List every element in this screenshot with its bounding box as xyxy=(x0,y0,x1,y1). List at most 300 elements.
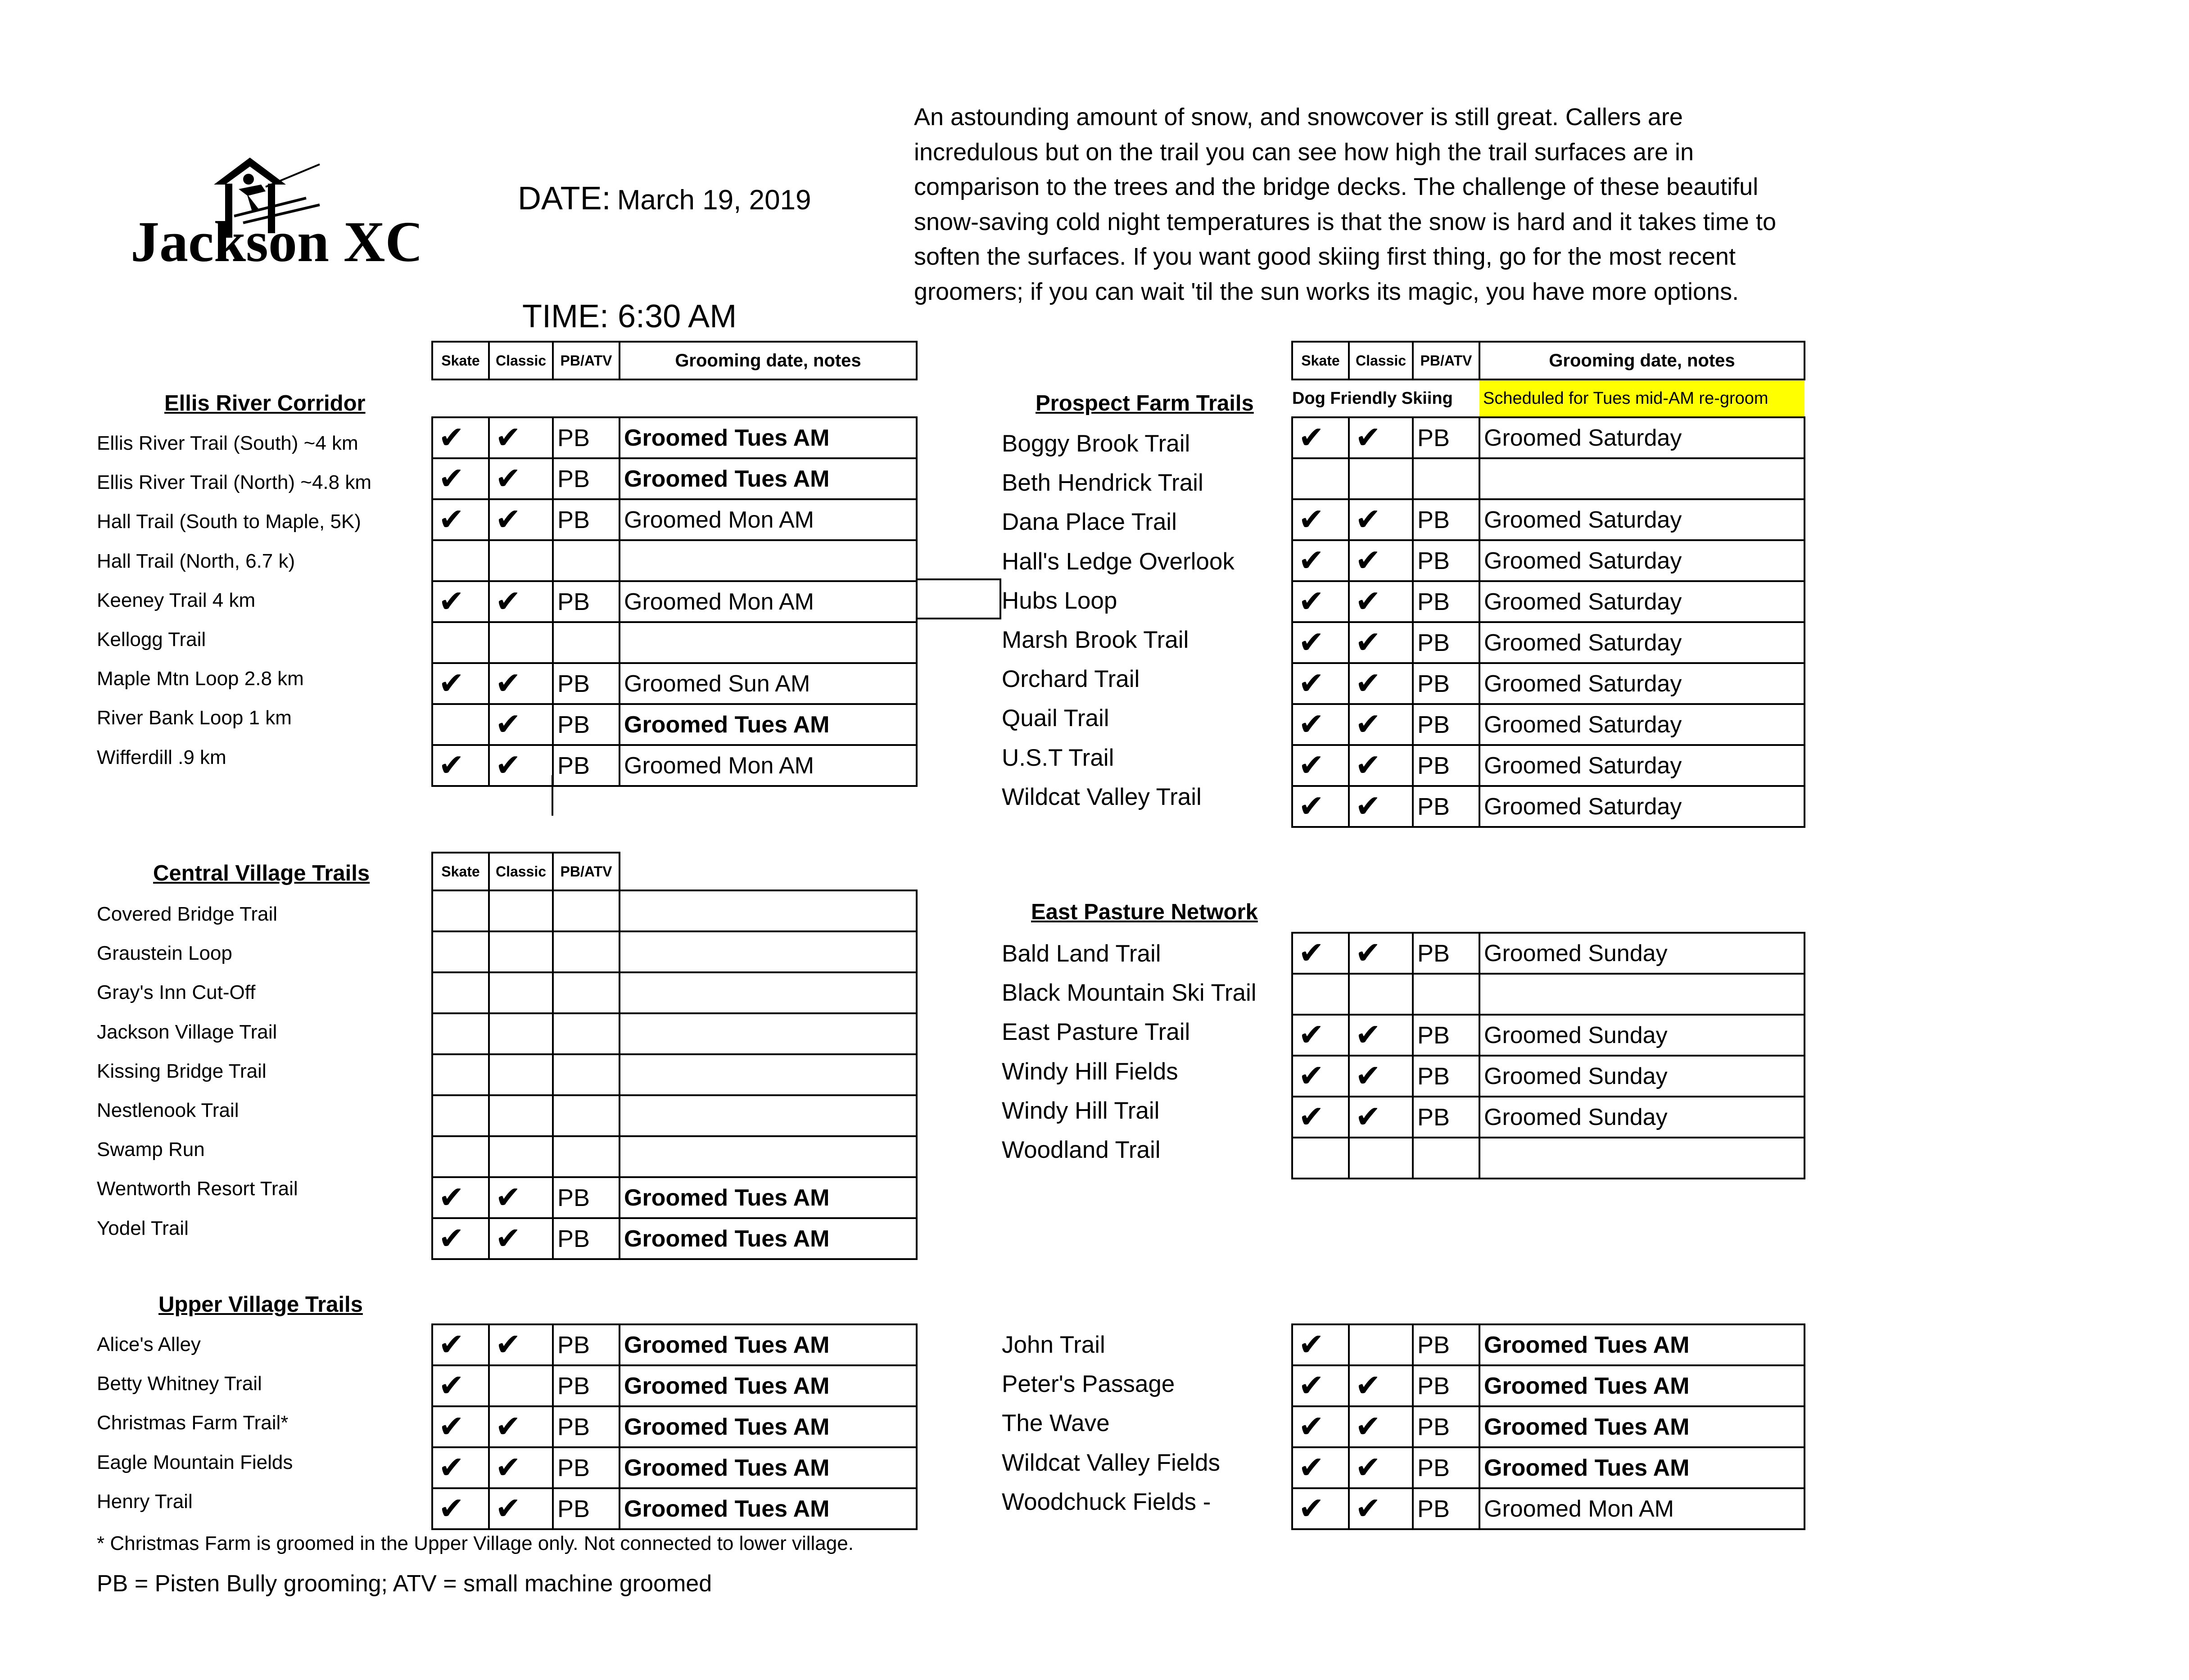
method-cell xyxy=(553,1013,620,1054)
classic-cell xyxy=(489,1054,553,1095)
prospect-section-title: Prospect Farm Trails xyxy=(1036,391,1254,415)
ellis-spacer-row xyxy=(432,379,917,417)
grooming-note-cell xyxy=(620,931,917,972)
method-cell: PB xyxy=(553,704,620,745)
logo-wordmark: Jackson XC xyxy=(131,210,419,266)
method-cell: PB xyxy=(1413,1488,1479,1529)
skate-cell: ✔ xyxy=(432,745,489,786)
trail-name: Eagle Mountain Fields xyxy=(97,1451,293,1473)
method-cell xyxy=(553,540,620,581)
method-cell: PB xyxy=(553,1447,620,1488)
classic-cell: ✔ xyxy=(1349,745,1413,786)
method-cell: PB xyxy=(1413,663,1479,704)
trail-name: Wentworth Resort Trail xyxy=(97,1178,298,1200)
skate-cell: ✔ xyxy=(1292,1324,1349,1365)
grooming-note-cell: Groomed Sunday xyxy=(1479,1015,1805,1056)
connector-box xyxy=(916,578,1001,619)
date-field xyxy=(518,180,811,217)
col-classic: Classic xyxy=(1349,342,1413,379)
grooming-note-cell: Groomed Tues AM xyxy=(620,1406,917,1447)
grooming-note-cell: Groomed Sunday xyxy=(1479,1056,1805,1097)
classic-cell: ✔ xyxy=(489,1218,553,1259)
grooming-note-cell: Groomed Saturday xyxy=(1479,581,1805,622)
method-cell: PB xyxy=(1413,1406,1479,1447)
classic-cell xyxy=(489,1095,553,1136)
method-cell: PB xyxy=(553,458,620,499)
trail-row xyxy=(432,499,917,540)
grooming-note-cell: Groomed Mon AM xyxy=(1479,1488,1805,1529)
trail-row xyxy=(432,704,917,745)
method-cell: PB xyxy=(553,1488,620,1529)
trail-row xyxy=(1292,1365,1805,1406)
skate-cell: ✔ xyxy=(1292,1015,1349,1056)
trail-row xyxy=(432,622,917,663)
grooming-note-cell: Groomed Tues AM xyxy=(620,1324,917,1365)
grooming-note-cell xyxy=(1479,1138,1805,1179)
trail-name: Covered Bridge Trail xyxy=(97,903,278,925)
classic-cell: ✔ xyxy=(489,1324,553,1365)
method-cell xyxy=(1413,974,1479,1015)
trail-row xyxy=(1292,499,1805,540)
method-cell: PB xyxy=(553,581,620,622)
trail-row xyxy=(1292,540,1805,581)
grooming-note-cell xyxy=(620,890,917,931)
method-cell: PB xyxy=(553,417,620,458)
skate-cell xyxy=(432,1136,489,1177)
classic-cell xyxy=(489,890,553,931)
classic-cell xyxy=(1349,1324,1413,1365)
trail-name: Hubs Loop xyxy=(1002,587,1117,614)
classic-cell xyxy=(489,540,553,581)
method-cell: PB xyxy=(1413,1324,1479,1365)
skate-cell: ✔ xyxy=(432,1365,489,1406)
trail-row xyxy=(1292,933,1805,974)
trail-row xyxy=(1292,1097,1805,1138)
central-section-title: Central Village Trails xyxy=(153,861,370,885)
grooming-note-cell: Groomed Mon AM xyxy=(620,581,917,622)
method-cell: PB xyxy=(553,663,620,704)
classic-cell: ✔ xyxy=(489,499,553,540)
east-section-title: East Pasture Network xyxy=(1031,900,1258,924)
col-pb-atv: PB/ATV xyxy=(553,853,620,890)
grooming-note-cell: Groomed Tues AM xyxy=(1479,1365,1805,1406)
trail-name: Ellis River Trail (North) ~4.8 km xyxy=(97,471,372,494)
trail-name: Alice's Alley xyxy=(97,1333,201,1355)
classic-cell: ✔ xyxy=(489,458,553,499)
method-cell: PB xyxy=(553,745,620,786)
col-skate: Skate xyxy=(1292,342,1349,379)
skate-cell xyxy=(432,1095,489,1136)
classic-cell xyxy=(1349,974,1413,1015)
method-cell: PB xyxy=(1413,933,1479,974)
upper-grooming-table xyxy=(431,1323,918,1530)
trail-row xyxy=(1292,622,1805,663)
upper-right-grooming-table xyxy=(1291,1323,1805,1530)
trail-name: Hall Trail (South to Maple, 5K) xyxy=(97,510,361,533)
method-cell: PB xyxy=(1413,622,1479,663)
trail-row xyxy=(432,1136,917,1177)
grooming-note-cell: Groomed Tues AM xyxy=(1479,1447,1805,1488)
trail-name: Christmas Farm Trail* xyxy=(97,1412,289,1434)
skate-cell: ✔ xyxy=(1292,704,1349,745)
grooming-note-cell: Groomed Saturday xyxy=(1479,745,1805,786)
trail-row xyxy=(432,1488,917,1529)
method-cell: PB xyxy=(1413,417,1479,458)
dog-friendly-row xyxy=(1292,379,1805,417)
trail-row xyxy=(432,890,917,931)
skate-cell: ✔ xyxy=(432,581,489,622)
col-classic: Classic xyxy=(489,853,553,890)
classic-cell: ✔ xyxy=(1349,417,1413,458)
classic-cell: ✔ xyxy=(1349,1365,1413,1406)
grooming-note-cell xyxy=(620,1013,917,1054)
classic-cell: ✔ xyxy=(1349,499,1413,540)
trail-name: Maple Mtn Loop 2.8 km xyxy=(97,668,304,690)
method-cell xyxy=(1413,458,1479,499)
trail-row xyxy=(1292,1324,1805,1365)
skate-cell: ✔ xyxy=(432,1324,489,1365)
date-value: March 19, 2019 xyxy=(617,185,811,216)
skate-cell xyxy=(432,890,489,931)
classic-cell xyxy=(489,1013,553,1054)
grooming-note-cell: Groomed Tues AM xyxy=(620,1218,917,1259)
trail-name: Boggy Brook Trail xyxy=(1002,430,1190,457)
method-cell: PB xyxy=(1413,1015,1479,1056)
skate-cell: ✔ xyxy=(1292,786,1349,827)
method-cell xyxy=(553,622,620,663)
trail-name: Woodchuck Fields - xyxy=(1002,1488,1211,1515)
date-label: DATE: xyxy=(518,181,611,217)
pb-atv-legend: PB = Pisten Bully grooming; ATV = small machine groomed xyxy=(97,1571,712,1597)
skate-cell: ✔ xyxy=(432,1218,489,1259)
skate-cell xyxy=(432,972,489,1013)
trail-name: Wildcat Valley Fields xyxy=(1002,1449,1220,1476)
skate-cell: ✔ xyxy=(432,1447,489,1488)
classic-cell: ✔ xyxy=(1349,704,1413,745)
trail-name: Woodland Trail xyxy=(1002,1137,1161,1163)
classic-cell: ✔ xyxy=(1349,663,1413,704)
classic-cell: ✔ xyxy=(1349,581,1413,622)
trail-name: Yodel Trail xyxy=(97,1217,189,1239)
skate-cell xyxy=(432,931,489,972)
trail-name: Kissing Bridge Trail xyxy=(97,1060,267,1082)
trail-row xyxy=(432,663,917,704)
grooming-note-cell xyxy=(620,1054,917,1095)
classic-cell: ✔ xyxy=(489,1447,553,1488)
grooming-note-cell xyxy=(620,540,917,581)
classic-cell xyxy=(1349,1138,1413,1179)
ellis-section-title: Ellis River Corridor xyxy=(164,391,366,415)
skate-cell: ✔ xyxy=(432,1406,489,1447)
classic-cell: ✔ xyxy=(1349,1015,1413,1056)
trail-row xyxy=(1292,1056,1805,1097)
classic-cell xyxy=(489,972,553,1013)
trail-row xyxy=(432,1177,917,1218)
method-cell: PB xyxy=(1413,745,1479,786)
trail-row xyxy=(432,1365,917,1406)
trail-row xyxy=(432,1013,917,1054)
skate-cell: ✔ xyxy=(1292,745,1349,786)
grooming-note-cell: Groomed Sunday xyxy=(1479,933,1805,974)
grooming-note-cell: Groomed Tues AM xyxy=(620,1365,917,1406)
grooming-note-cell: Groomed Saturday xyxy=(1479,663,1805,704)
grooming-note-cell: Groomed Tues AM xyxy=(620,417,917,458)
trail-name: Orchard Trail xyxy=(1002,666,1140,693)
grooming-note-cell xyxy=(1479,974,1805,1015)
grooming-note-cell: Groomed Tues AM xyxy=(620,458,917,499)
classic-cell: ✔ xyxy=(1349,1056,1413,1097)
method-cell: PB xyxy=(1413,704,1479,745)
upper-section-title: Upper Village Trails xyxy=(158,1292,363,1317)
method-cell xyxy=(553,931,620,972)
trail-row xyxy=(1292,1138,1805,1179)
grooming-note-cell xyxy=(620,1136,917,1177)
trail-row xyxy=(432,417,917,458)
trail-name: Swamp Run xyxy=(97,1138,205,1161)
trail-row xyxy=(1292,417,1805,458)
grooming-note-cell: Groomed Saturday xyxy=(1479,704,1805,745)
classic-cell: ✔ xyxy=(1349,1447,1413,1488)
classic-cell xyxy=(1349,458,1413,499)
grooming-note-cell: Groomed Saturday xyxy=(1479,540,1805,581)
method-cell: PB xyxy=(1413,786,1479,827)
skate-cell: ✔ xyxy=(1292,1406,1349,1447)
prospect-header-row xyxy=(1292,342,1805,379)
trail-row xyxy=(1292,458,1805,499)
classic-cell: ✔ xyxy=(489,417,553,458)
grooming-note-cell: Groomed Tues AM xyxy=(620,1177,917,1218)
trail-name: Ellis River Trail (South) ~4 km xyxy=(97,432,358,454)
skate-cell: ✔ xyxy=(432,458,489,499)
classic-cell: ✔ xyxy=(1349,540,1413,581)
grooming-note-cell xyxy=(620,972,917,1013)
grooming-note-cell: Groomed Saturday xyxy=(1479,786,1805,827)
classic-cell: ✔ xyxy=(489,1406,553,1447)
trail-row xyxy=(432,1054,917,1095)
trail-name: Quail Trail xyxy=(1002,705,1109,732)
trail-row xyxy=(432,1324,917,1365)
col-classic: Classic xyxy=(489,342,553,379)
grooming-note-cell: Groomed Sunday xyxy=(1479,1097,1805,1138)
skate-cell: ✔ xyxy=(432,499,489,540)
method-cell: PB xyxy=(553,1218,620,1259)
conditions-paragraph: An astounding amount of snow, and snowcover is still great. Callers are incredulous but on the trail you can see how high the trail surfaces are in comparison to the trees and the bridge decks. The challenge of these beautiful snow-saving cold night temperatures is that the snow is hard and it takes time to soften the surfaces. If you want good skiing first thing, go for the most recent groomers; if you can wait 'til the sun works its magic, you have more options. xyxy=(914,104,1776,305)
trail-name: The Wave xyxy=(1002,1410,1110,1437)
christmas-farm-footnote: * Christmas Farm is groomed in the Upper Village only. Not connected to lower village. xyxy=(97,1532,854,1554)
skate-cell: ✔ xyxy=(1292,499,1349,540)
classic-cell: ✔ xyxy=(1349,622,1413,663)
method-cell xyxy=(553,1095,620,1136)
trail-row xyxy=(1292,1488,1805,1529)
trail-row xyxy=(1292,974,1805,1015)
trail-row xyxy=(432,540,917,581)
skate-cell xyxy=(1292,974,1349,1015)
skate-cell: ✔ xyxy=(1292,1365,1349,1406)
trail-row xyxy=(1292,581,1805,622)
trail-name: Wildcat Valley Trail xyxy=(1002,783,1202,810)
time-field xyxy=(522,298,737,335)
col-pb-atv: PB/ATV xyxy=(1413,342,1479,379)
grooming-note-cell xyxy=(620,1095,917,1136)
trail-name: Gray's Inn Cut-Off xyxy=(97,981,256,1004)
skate-cell: ✔ xyxy=(1292,1488,1349,1529)
method-cell: PB xyxy=(1413,1365,1479,1406)
ellis-header-row xyxy=(432,342,917,379)
trail-name: Dana Place Trail xyxy=(1002,509,1177,536)
trail-row xyxy=(1292,1406,1805,1447)
time-value: 6:30 AM xyxy=(618,298,737,334)
col-skate: Skate xyxy=(432,853,489,890)
grooming-note-cell: Groomed Tues AM xyxy=(620,1488,917,1529)
jackson-xc-logo xyxy=(131,149,419,266)
east-grooming-table xyxy=(1291,932,1805,1179)
classic-cell: ✔ xyxy=(1349,1097,1413,1138)
classic-cell: ✔ xyxy=(489,1177,553,1218)
skate-cell xyxy=(1292,1138,1349,1179)
skate-cell: ✔ xyxy=(1292,417,1349,458)
trail-name: Henry Trail xyxy=(97,1490,193,1513)
skate-cell xyxy=(1292,458,1349,499)
trail-row xyxy=(432,1447,917,1488)
skate-cell: ✔ xyxy=(1292,933,1349,974)
skate-cell: ✔ xyxy=(432,417,489,458)
method-cell xyxy=(553,890,620,931)
col-notes: Grooming date, notes xyxy=(1479,342,1805,379)
grooming-note-cell: Groomed Tues AM xyxy=(620,1447,917,1488)
trail-row xyxy=(432,931,917,972)
classic-cell: ✔ xyxy=(1349,1488,1413,1529)
grooming-note-cell xyxy=(620,622,917,663)
trail-row xyxy=(1292,704,1805,745)
divider-line xyxy=(552,775,553,816)
classic-cell xyxy=(489,1365,553,1406)
skate-cell: ✔ xyxy=(1292,622,1349,663)
classic-cell: ✔ xyxy=(1349,786,1413,827)
trail-name: Kellogg Trail xyxy=(97,628,206,650)
skate-cell: ✔ xyxy=(432,1177,489,1218)
grooming-note-cell: Groomed Mon AM xyxy=(620,745,917,786)
skate-cell: ✔ xyxy=(1292,1097,1349,1138)
trail-row xyxy=(432,1218,917,1259)
central-grooming-table xyxy=(431,852,918,1260)
method-cell: PB xyxy=(1413,540,1479,581)
trail-name: Wifferdill .9 km xyxy=(97,746,226,768)
classic-cell: ✔ xyxy=(489,663,553,704)
trail-name: John Trail xyxy=(1002,1332,1105,1358)
method-cell xyxy=(553,972,620,1013)
skate-cell: ✔ xyxy=(432,1488,489,1529)
method-cell: PB xyxy=(553,1177,620,1218)
classic-cell: ✔ xyxy=(489,704,553,745)
scheduled-regroom-note: Scheduled for Tues mid-AM re-groom xyxy=(1479,379,1805,417)
grooming-note-cell: Groomed Tues AM xyxy=(1479,1406,1805,1447)
ellis-grooming-table xyxy=(431,341,918,787)
grooming-note-cell: Groomed Sun AM xyxy=(620,663,917,704)
skate-cell xyxy=(432,704,489,745)
trail-name: Hall's Ledge Overlook xyxy=(1002,548,1235,575)
col-notes: Grooming date, notes xyxy=(620,342,917,379)
trail-name: Hall Trail (North, 6.7 k) xyxy=(97,550,295,572)
method-cell: PB xyxy=(553,1406,620,1447)
trail-row xyxy=(432,1095,917,1136)
classic-cell xyxy=(489,622,553,663)
central-header-row xyxy=(432,853,917,890)
trail-name: River Bank Loop 1 km xyxy=(97,707,292,729)
grooming-note-cell: Groomed Saturday xyxy=(1479,417,1805,458)
method-cell: PB xyxy=(1413,581,1479,622)
trail-name: Keeney Trail 4 km xyxy=(97,589,256,611)
prospect-grooming-table xyxy=(1291,341,1805,828)
trail-row xyxy=(1292,1015,1805,1056)
classic-cell xyxy=(489,931,553,972)
skate-cell: ✔ xyxy=(1292,581,1349,622)
skate-cell: ✔ xyxy=(1292,1056,1349,1097)
trail-name: Graustein Loop xyxy=(97,942,232,965)
grooming-note-cell: Groomed Saturday xyxy=(1479,622,1805,663)
trail-row xyxy=(1292,745,1805,786)
method-cell: PB xyxy=(553,499,620,540)
skate-cell xyxy=(432,540,489,581)
method-cell: PB xyxy=(553,1365,620,1406)
skate-cell xyxy=(432,622,489,663)
trail-row xyxy=(1292,1447,1805,1488)
trail-name: Windy Hill Trail xyxy=(1002,1097,1160,1124)
method-cell: PB xyxy=(1413,1097,1479,1138)
trail-row xyxy=(1292,786,1805,827)
method-cell xyxy=(1413,1138,1479,1179)
method-cell: PB xyxy=(1413,1447,1479,1488)
col-skate: Skate xyxy=(432,342,489,379)
skate-cell: ✔ xyxy=(1292,1447,1349,1488)
trail-name: Windy Hill Fields xyxy=(1002,1058,1178,1085)
classic-cell: ✔ xyxy=(1349,1406,1413,1447)
trail-row xyxy=(432,972,917,1013)
grooming-note-cell: Groomed Tues AM xyxy=(620,704,917,745)
skate-cell: ✔ xyxy=(1292,663,1349,704)
trail-name: U.S.T Trail xyxy=(1002,744,1114,771)
grooming-note-cell xyxy=(1479,458,1805,499)
trail-name: Peter's Passage xyxy=(1002,1371,1175,1398)
skate-cell xyxy=(432,1054,489,1095)
trail-row xyxy=(432,458,917,499)
trail-name: Black Mountain Ski Trail xyxy=(1002,980,1257,1007)
dog-friendly-label: Dog Friendly Skiing xyxy=(1292,379,1479,417)
trail-name: Nestlenook Trail xyxy=(97,1099,239,1121)
skate-cell: ✔ xyxy=(1292,540,1349,581)
trail-name: Bald Land Trail xyxy=(1002,940,1161,967)
method-cell: PB xyxy=(1413,1056,1479,1097)
trail-name: Jackson Village Trail xyxy=(97,1021,277,1043)
classic-cell: ✔ xyxy=(1349,933,1413,974)
time-label: TIME: xyxy=(522,298,609,334)
classic-cell: ✔ xyxy=(489,581,553,622)
classic-cell: ✔ xyxy=(489,745,553,786)
trail-row xyxy=(432,745,917,786)
trail-row xyxy=(1292,663,1805,704)
method-cell: PB xyxy=(553,1324,620,1365)
trail-name: Beth Hendrick Trail xyxy=(1002,470,1203,497)
col-pb-atv: PB/ATV xyxy=(553,342,620,379)
method-cell xyxy=(553,1136,620,1177)
trail-name: East Pasture Trail xyxy=(1002,1019,1190,1046)
grooming-note-cell: Groomed Tues AM xyxy=(1479,1324,1805,1365)
method-cell xyxy=(553,1054,620,1095)
trail-row xyxy=(432,1406,917,1447)
trail-row xyxy=(432,581,917,622)
method-cell: PB xyxy=(1413,499,1479,540)
classic-cell xyxy=(489,1136,553,1177)
grooming-note-cell: Groomed Mon AM xyxy=(620,499,917,540)
